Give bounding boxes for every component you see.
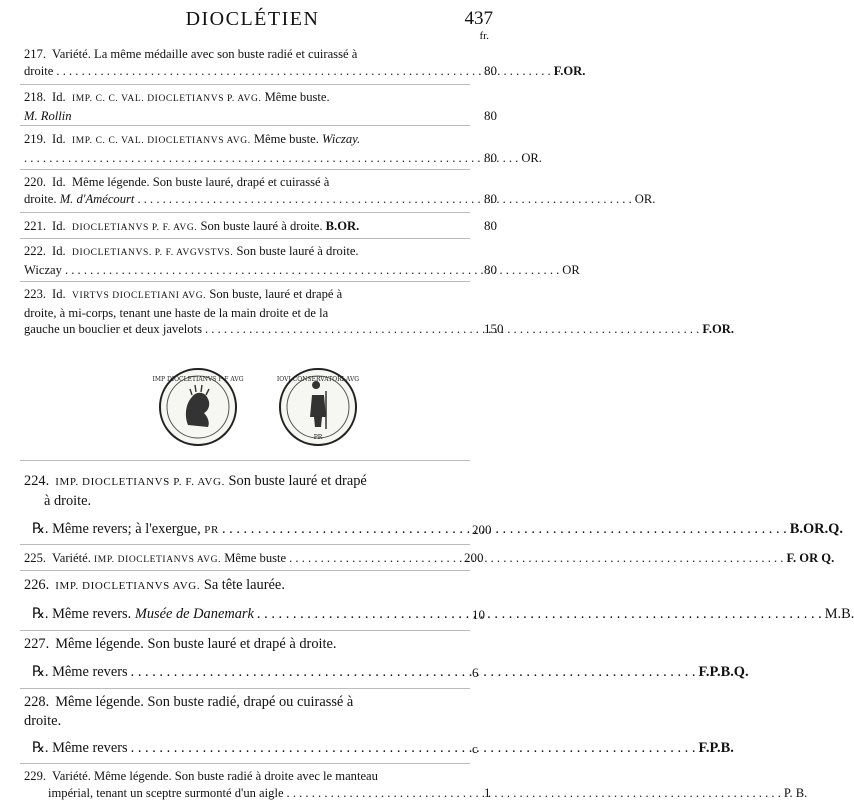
page-number: 437 (464, 8, 493, 29)
catalog-entry: 227. Même légende. Son buste lauré et drapé à droite. (24, 636, 337, 652)
catalog-entry: 217. Variété. La même médaille avec son buste radié et cuirassé à droite . . . F.OR. 80 (24, 46, 472, 79)
svg-text:IOVI CONSERVATORI AVG: IOVI CONSERVATORI AVG (276, 376, 360, 383)
svg-text:PR: PR (313, 434, 323, 441)
catalog-entry: 223. Id. VIRTVS DIOCLETIANI AVG. Son buste, lauré et drapé à droite, à mi-corps, tenant une haste de la main droite et de la gauche un bouclier et deux javelots . . . F.OR. 150 (24, 286, 472, 338)
catalog-entry: 224. IMP. DIOCLETIANVS P. F. AVG. Son buste lauré et drapé à droite. (24, 473, 367, 509)
reverse-line: ℞. Même revers . . . F.P.B.Q. 6 (32, 663, 472, 682)
coin-reverse-image (278, 367, 358, 447)
page-title: DIOCLÉTIEN (185, 8, 320, 30)
coin-illustration (152, 367, 360, 447)
catalog-entry: 228. Même légende. Son buste radié, drapé ou cuirassé à droite. (24, 694, 354, 729)
catalog-entry: 220. Id. Même légende. Son buste lauré, drapé et cuirassé à droite. M. d'Amécourt . . . OR. 80 (24, 174, 472, 207)
reverse-line: ℞. Même revers . . . F.P.B. c (32, 739, 472, 758)
svg-text:IMP DIOCLETIANVS P F AVG: IMP DIOCLETIANVS P F AVG (152, 376, 244, 383)
catalog-entry: 218. Id. IMP. C. C. VAL. DIOCLETIANVS P. AVG. Même buste. M. Rollin 80 (24, 90, 497, 123)
coin-obverse-image (152, 367, 244, 447)
currency-unit: fr. (479, 30, 489, 42)
reverse-line: ℞. Même revers. Musée de Danemark . . . M.B. 10 (32, 605, 472, 624)
catalog-entry: 225. Variété. IMP. DIOCLETIANVS AVG. Même buste . . . F. OR Q. 200 (24, 550, 472, 569)
catalog-entry: 222. Id. DIOCLETIANVS. P. F. AVGVSTVS. Son buste lauré à droite. Wiczay . . . OR 80 (24, 243, 472, 278)
catalog-entry: 226. IMP. DIOCLETIANVS AVG. Sa tête laurée. (24, 577, 285, 593)
reverse-line: ℞. Même revers; à l'exergue, PR . . . B.OR.Q. 200 (32, 520, 472, 540)
catalog-entry: 229. Variété. Même légende. Son buste radié à droite avec le manteau impérial, tenant un sceptre surmonté d'un aigle . . . P. B. 1 (24, 768, 472, 801)
catalog-entry: 221. Id. DIOCLETIANVS P. F. AVG. Son buste lauré à droite. B.OR. 80 (24, 218, 497, 233)
page-header (0, 6, 505, 42)
catalog-entry: 219. Id. IMP. C. C. VAL. DIOCLETIANVS AVG. Même buste. Wiczay. . . . OR. 80 (24, 131, 472, 166)
